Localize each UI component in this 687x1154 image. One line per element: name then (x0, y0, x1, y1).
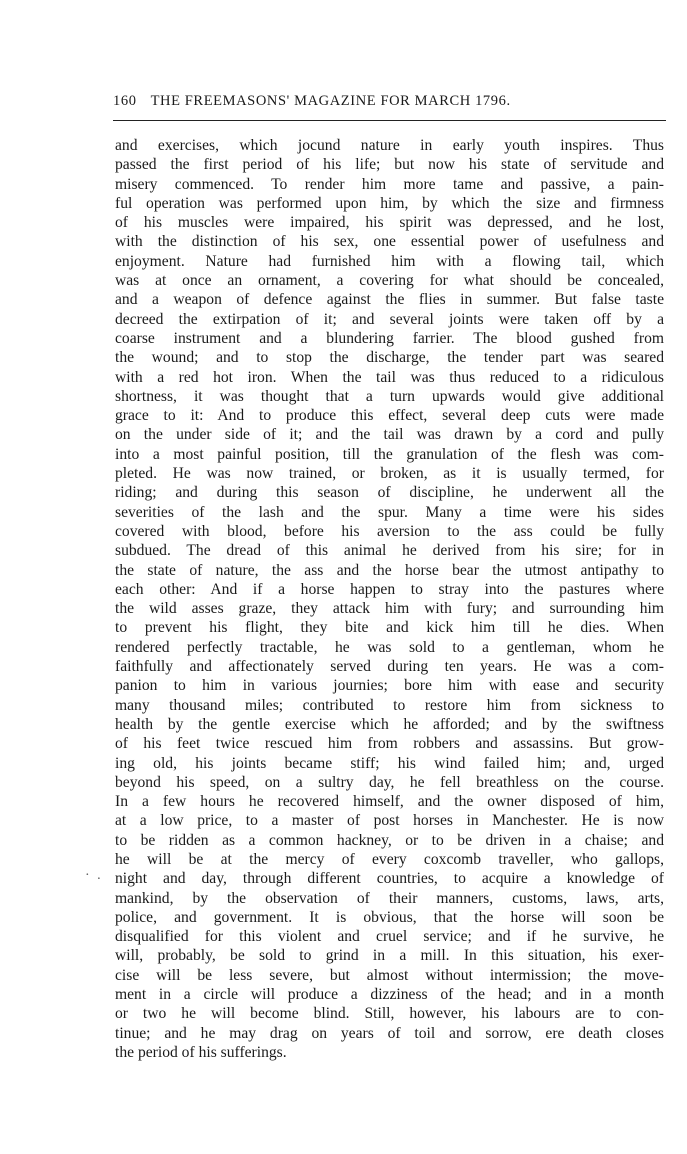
text-line: mankind, by the observation of their manners, customs, laws, arts, (115, 889, 664, 907)
text-line: the wound; and to stop the discharge, the tender part was seared (115, 349, 664, 367)
text-line: or two he will become blind. Still, however, his labours are to con- (115, 1005, 664, 1023)
text-line: night and day, through different countries, to acquire a knowledge of (115, 870, 664, 888)
text-line: and a weapon of defence against the flies in summer. But false taste (115, 291, 664, 309)
page-number: 160 (113, 93, 137, 109)
text-line: ing old, his joints became stiff; his wind failed him; and, urged (115, 754, 664, 772)
text-line: the period of his sufferings. (115, 1043, 287, 1061)
text-line: of his feet twice rescued him from robbers and assassins. But grow- (115, 735, 664, 753)
text-line: into a most painful position, till the granulation of the flesh was com- (115, 445, 664, 463)
text-line: faithfully and affectionately served during ten years. He was a com- (115, 658, 664, 676)
text-line: on the under side of it; and the tail was drawn by a cord and pully (115, 426, 664, 444)
text-line: grace to it: And to produce this effect, several deep cuts were made (115, 407, 664, 425)
text-line: shortness, it was thought that a turn upwards would give additional (115, 387, 664, 405)
text-line: health by the gentle exercise which he afforded; and by the swiftness (115, 715, 664, 733)
body-text (115, 136, 664, 1062)
text-line: with a red hot iron. When the tail was thus reduced to a ridiculous (115, 368, 664, 386)
page-header (113, 93, 666, 115)
text-line: the wild asses graze, they attack him with fury; and surrounding him (115, 600, 664, 618)
text-line: at a low price, to a master of post horses in Manchester. He is now (115, 812, 664, 830)
text-line: disqualified for this violent and cruel service; and if he survive, he (115, 928, 664, 946)
text-line: ment in a circle will produce a dizziness of the head; and in a month (115, 986, 664, 1004)
text-line: panion to him in various journies; bore him with ease and security (115, 677, 664, 695)
text-line: coarse instrument and a blundering farrier. The blood gushed from (115, 329, 664, 347)
text-line: of his muscles were impaired, his spirit was depressed, and he lost, (115, 214, 664, 232)
text-line: to be ridden as a common hackney, or to be driven in a chaise; and (115, 831, 664, 849)
text-line: In a few hours he recovered himself, and the owner disposed of him, (115, 793, 664, 811)
text-line: severities of the lash and the spur. Many a time were his sides (115, 503, 664, 521)
text-line: pleted. He was now trained, or broken, as it is usually termed, for (115, 465, 664, 483)
text-line: covered with blood, before his aversion to the ass could be fully (115, 522, 664, 540)
running-title: THE FREEMASONS' MAGAZINE FOR MARCH 1796. (150, 93, 511, 109)
text-line: ful operation was performed upon him, by which the size and firmness (115, 194, 664, 212)
text-line: will, probably, be sold to grind in a mill. In this situation, his exer- (115, 947, 664, 965)
text-line: beyond his speed, on a sultry day, he fell breathless on the course. (115, 773, 664, 791)
text-line: with the distinction of his sex, one essential power of usefulness and (115, 233, 664, 251)
text-line: was at once an ornament, a covering for what should be concealed, (115, 272, 664, 290)
text-line: misery commenced. To render him more tame and passive, a pain- (115, 175, 664, 193)
text-line: each other: And if a horse happen to stray into the pastures where (115, 580, 664, 598)
text-line: cise will be less severe, but almost without intermission; the move- (115, 966, 664, 984)
text-line: the state of nature, the ass and the horse bear the utmost antipathy to (115, 561, 664, 579)
text-line: to prevent his flight, they bite and kick him till he dies. When (115, 619, 664, 637)
text-line: decreed the extirpation of it; and several joints were taken off by a (115, 310, 664, 328)
margin-mark: · . (85, 868, 103, 883)
text-line: and exercises, which jocund nature in early youth inspires. Thus (115, 137, 664, 154)
text-line: rendered perfectly tractable, he was sold to a gentleman, whom he (115, 638, 664, 656)
text-line: police, and government. It is obvious, that the horse will soon be (115, 908, 664, 926)
text-line: tinue; and he may drag on years of toil and sorrow, ere death closes (115, 1024, 664, 1042)
header-rule (113, 120, 666, 121)
text-line: passed the first period of his life; but now his state of servitude and (115, 156, 664, 174)
text-line: riding; and during this season of discipline, he underwent all the (115, 484, 664, 502)
text-line: he will be at the mercy of every coxcomb traveller, who gallops, (115, 850, 664, 868)
text-line: subdued. The dread of this animal he derived from his sire; for in (115, 542, 664, 560)
text-line: enjoyment. Nature had furnished him with a flowing tail, which (115, 252, 664, 270)
text-line: many thousand miles; contributed to restore him from sickness to (115, 696, 664, 714)
